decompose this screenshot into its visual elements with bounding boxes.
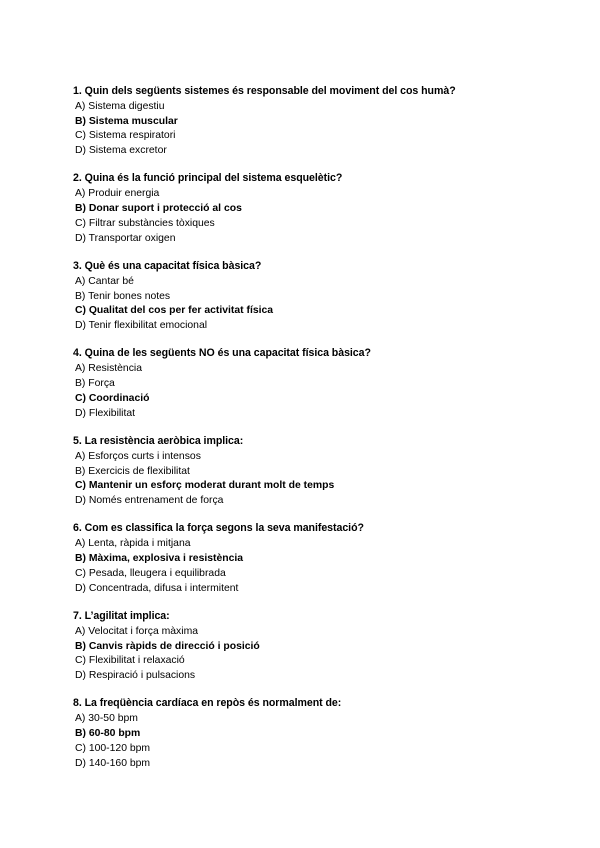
answer-option: A) Sistema digestiu <box>75 100 165 112</box>
answer-option: A) Cantar bé <box>75 275 134 287</box>
quiz-list <box>73 84 573 784</box>
answer-option: C) Filtrar substàncies tòxiques <box>75 217 215 229</box>
question-1 <box>73 84 573 159</box>
question-2 <box>73 171 573 246</box>
question-title: 8. La freqüència cardíaca en repòs és normalment de: <box>73 697 342 710</box>
answer-option: D) 140-160 bpm <box>75 757 151 769</box>
answer-option: D) Flexibilitat <box>75 407 136 419</box>
answer-option-correct: B) Màxima, explosiva i resistència <box>75 553 244 565</box>
answer-option: D) Respiració i pulsacions <box>75 670 196 682</box>
answer-option: D) Només entrenament de força <box>75 495 224 507</box>
answer-option: A) Resistència <box>75 363 142 375</box>
question-title: 3. Què és una capacitat física bàsica? <box>73 259 262 272</box>
question-5 <box>73 434 573 509</box>
answer-option-correct: B) Canvis ràpids de direcció i posició <box>75 640 260 652</box>
answer-option: A) Produir energia <box>75 188 160 200</box>
answer-option-correct: C) Coordinació <box>75 392 150 404</box>
answer-option-correct: B) 60-80 bpm <box>75 727 141 739</box>
question-title: 7. L’agilitat implica: <box>73 609 170 622</box>
answer-option: A) Lenta, ràpida i mitjana <box>75 538 191 550</box>
answer-option: C) Sistema respiratori <box>75 130 176 142</box>
answer-option-correct: C) Qualitat del cos per fer activitat física <box>75 305 274 317</box>
question-title: 2. Quina és la funció principal del sistema esquelètic? <box>73 172 343 185</box>
question-4 <box>73 346 573 421</box>
answer-option-correct: B) Sistema muscular <box>75 115 178 127</box>
answer-option: D) Concentrada, difusa i intermitent <box>75 582 239 594</box>
answer-option: C) Pesada, lleugera i equilibrada <box>75 567 226 579</box>
question-3 <box>73 259 573 334</box>
answer-option: B) Tenir bones notes <box>75 290 171 302</box>
answer-option: B) Exercicis de flexibilitat <box>75 465 190 477</box>
question-title: 1. Quin dels següents sistemes és responsable del moviment del cos humà? <box>73 85 456 97</box>
question-7 <box>73 609 573 684</box>
question-title: 6. Com es classifica la força segons la seva manifestació? <box>73 522 364 535</box>
question-title: 5. La resistència aeròbica implica: <box>73 434 244 447</box>
answer-option: C) 100-120 bpm <box>75 742 151 754</box>
answer-option: D) Sistema excretor <box>75 145 167 157</box>
question-8 <box>73 696 573 771</box>
question-title: 4. Quina de les següents NO és una capacitat física bàsica? <box>73 347 371 360</box>
question-6 <box>73 521 573 596</box>
answer-option: C) Flexibilitat i relaxació <box>75 655 185 667</box>
answer-option-correct: B) Donar suport i protecció al cos <box>75 203 242 215</box>
answer-option-correct: C) Mantenir un esforç moderat durant molt de temps <box>75 480 335 492</box>
answer-option: A) 30-50 bpm <box>75 713 138 725</box>
answer-option: A) Esforços curts i intensos <box>75 450 201 462</box>
answer-option: A) Velocitat i força màxima <box>75 625 198 637</box>
answer-option: D) Transportar oxigen <box>75 232 176 244</box>
answer-option: D) Tenir flexibilitat emocional <box>75 320 208 332</box>
answer-option: B) Força <box>75 378 115 390</box>
